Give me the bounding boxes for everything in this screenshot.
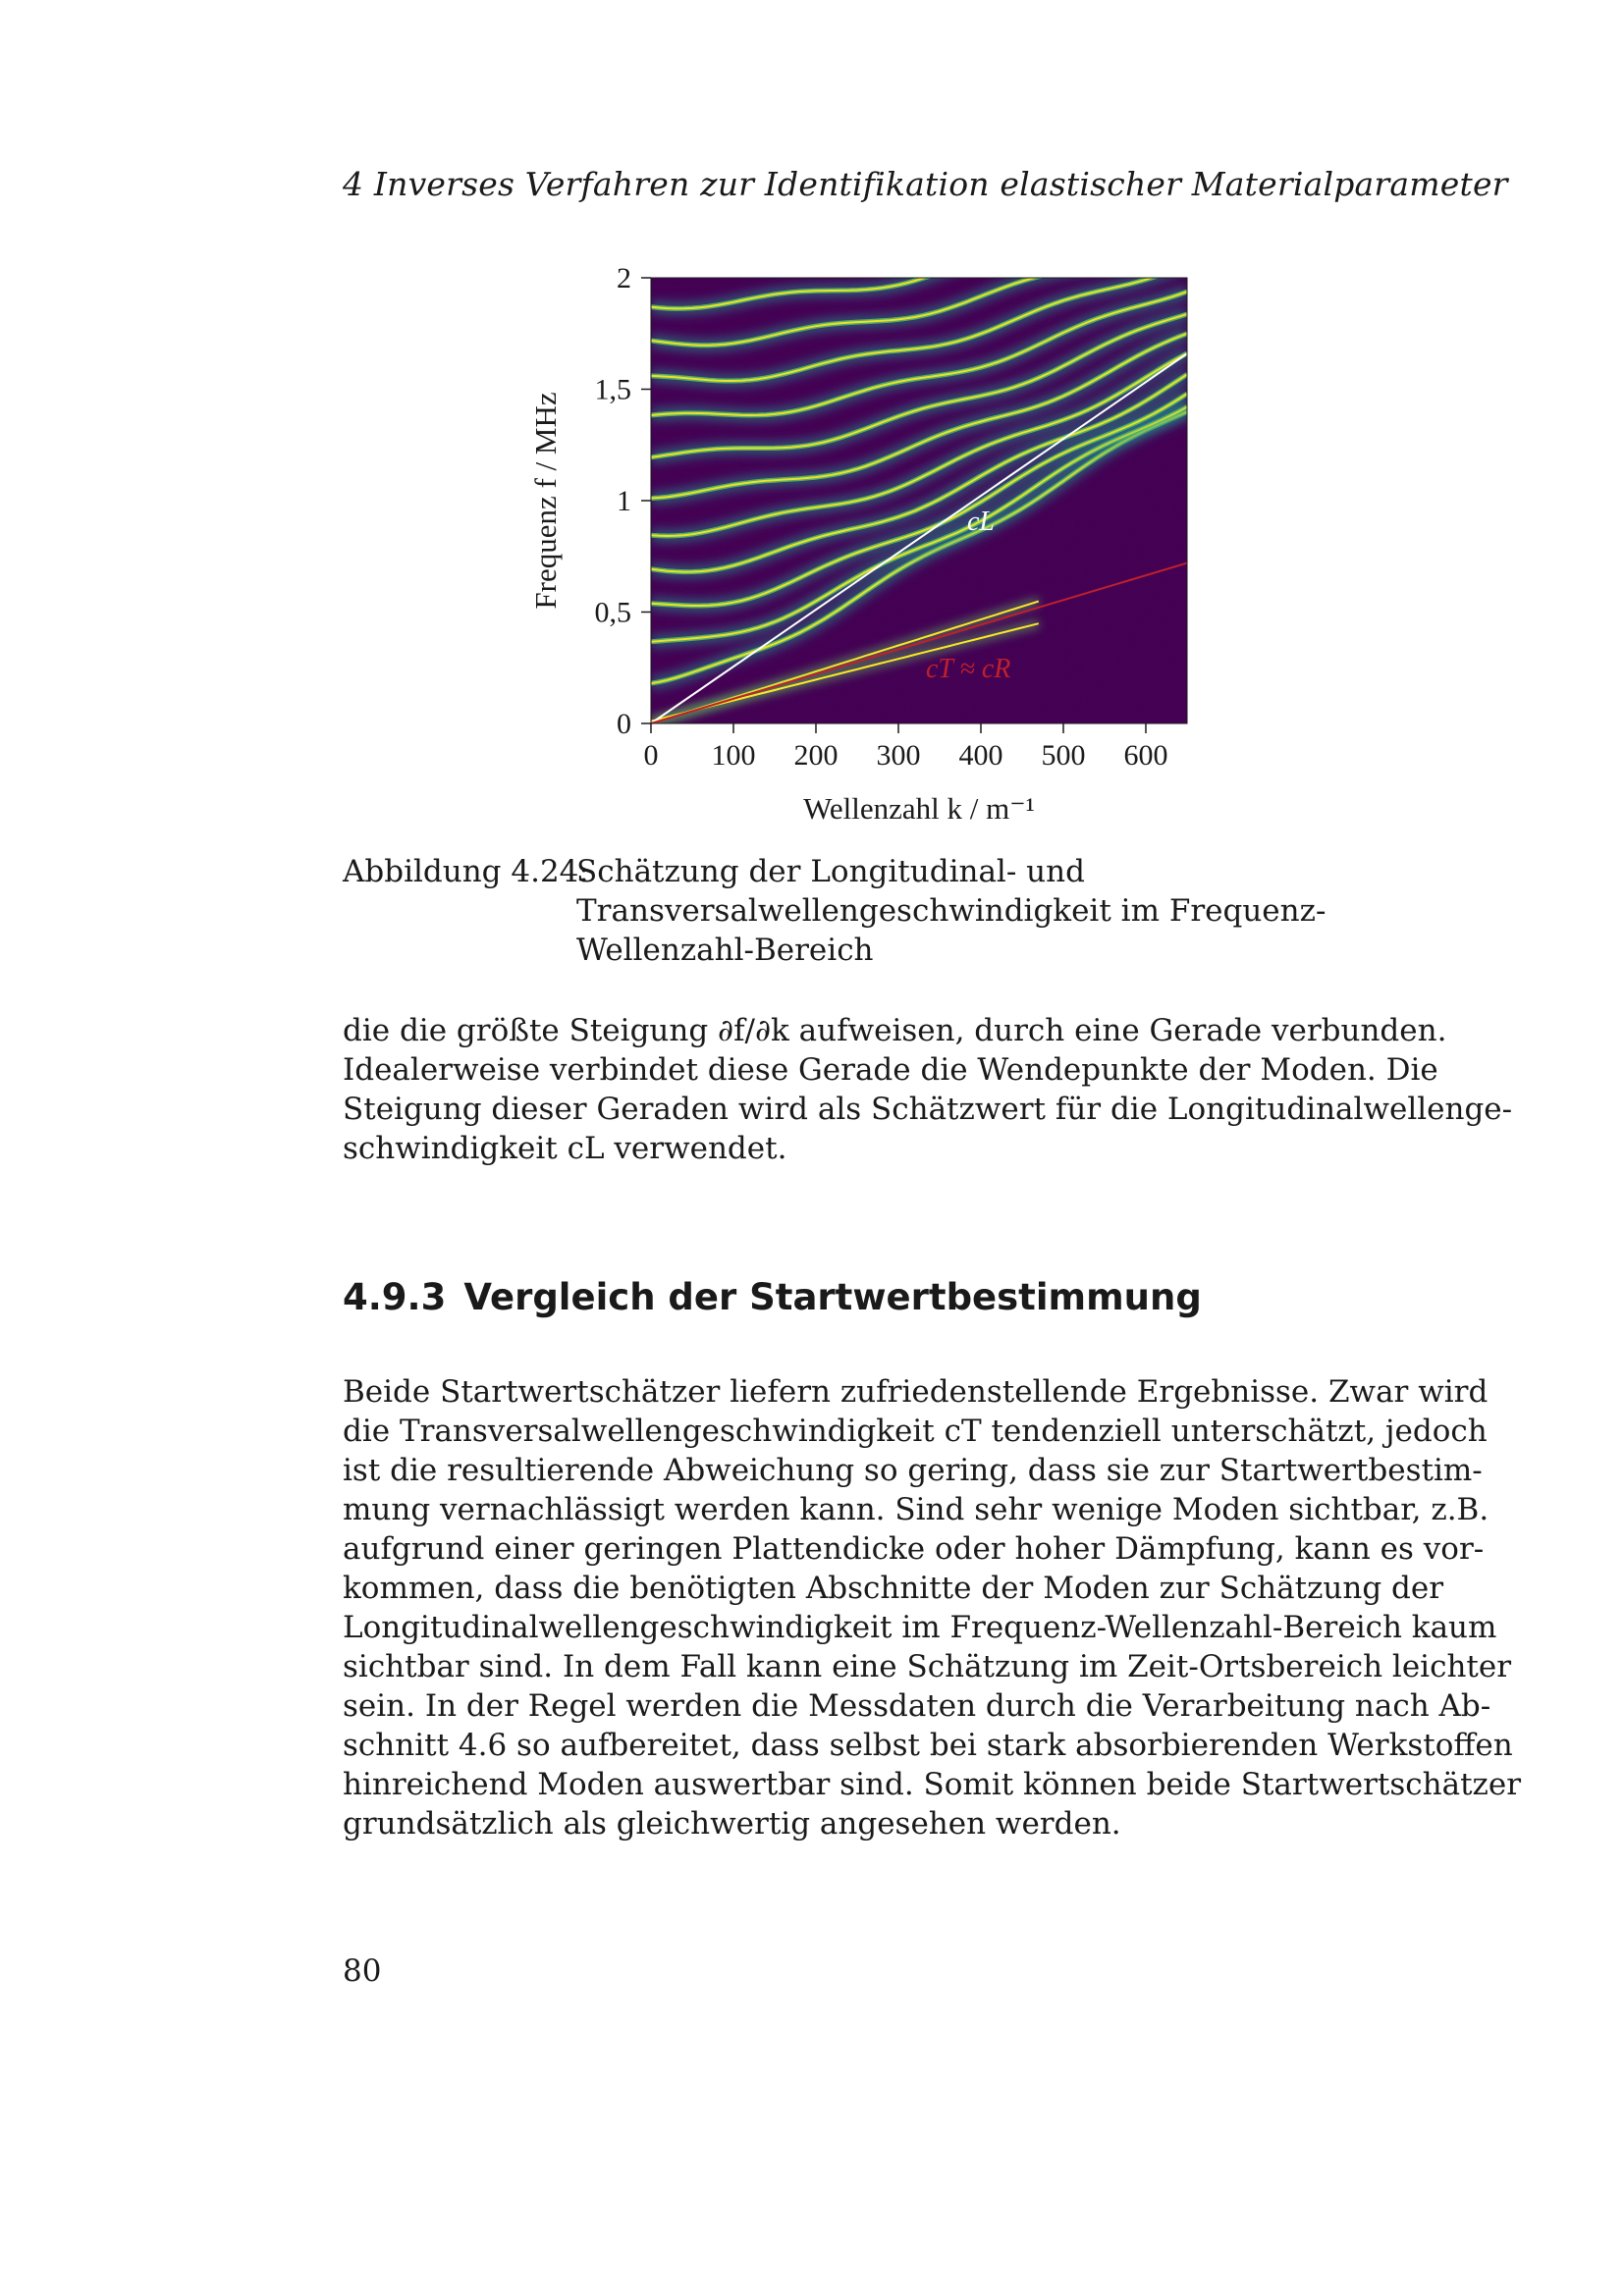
x-tick-label: 500 <box>1041 739 1086 772</box>
running-header: 4 Inverses Verfahren zur Identifikation elastischer Materialparameter <box>343 165 1508 203</box>
text-line: sichtbar sind. In dem Fall kann eine Schätzung im Zeit-Ortsbereich leichter <box>343 1649 1512 1684</box>
y-tick-label: 0,5 <box>594 596 631 629</box>
text-line: Idealerweise verbindet diese Gerade die Wendepunkte der Moden. Die <box>343 1052 1438 1088</box>
text-line: ist die resultierende Abweichung so gering, dass sie zur Startwertbestim- <box>343 1453 1483 1488</box>
text-line: Longitudinalwellengeschwindigkeit im Frequenz-Wellenzahl-Bereich kaum <box>343 1610 1497 1645</box>
y-axis <box>595 262 652 740</box>
figure-label: Abbildung 4.24: <box>343 854 589 889</box>
cl-annotation: cL <box>967 507 995 537</box>
page-number: 80 <box>343 1953 382 1989</box>
text-line: mung vernachlässigt werden kann. Sind sehr wenige Moden sichtbar, z.B. <box>343 1492 1489 1527</box>
text-line: aufgrund einer geringen Plattendicke oder hoher Dämpfung, kann es vor- <box>343 1531 1485 1567</box>
y-tick-label: 2 <box>617 262 631 294</box>
figure-caption-text: Schätzung der Longitudinal- und Transversalwellengeschwindigkeit im Frequenz-Wellenzahl-Bereich <box>576 854 1326 968</box>
text-line: Beide Startwertschätzer liefern zufriedenstellende Ergebnisse. Zwar wird <box>343 1374 1489 1410</box>
text-line: die die größte Steigung ∂f/∂k aufweisen, durch eine Gerade verbunden. <box>343 1013 1447 1048</box>
x-tick-label: 200 <box>793 739 839 772</box>
x-tick-label: 400 <box>958 739 1003 772</box>
x-axis-label: Wellenzahl k / m⁻¹ <box>803 791 1035 826</box>
x-tick-label: 300 <box>876 739 921 772</box>
text-line: die Transversalwellengeschwindigkeit cT tendenziell unterschätzt, jedoch <box>343 1414 1488 1449</box>
y-axis-label: Frequenz f / MHz <box>528 392 563 610</box>
x-tick-label: 100 <box>711 739 756 772</box>
plot-area <box>651 197 1187 723</box>
x-tick-label: 0 <box>643 739 659 772</box>
y-tick-label: 0 <box>617 708 631 740</box>
text-line: schnitt 4.6 so aufbereitet, dass selbst bei stark absorbierenden Werkstoffen <box>343 1728 1513 1763</box>
section-heading <box>343 1276 1202 1318</box>
text-line: sein. In der Regel werden die Messdaten durch die Verarbeitung nach Ab- <box>343 1688 1491 1724</box>
text-line: schwindigkeit cL verwendet. <box>343 1131 787 1166</box>
y-tick-label: 1,5 <box>594 373 631 406</box>
paragraph-1 <box>343 1011 1513 1168</box>
text-line: hinreichend Moden auswertbar sind. Somit können beide Startwertschätzer <box>343 1767 1522 1802</box>
text-line: Steigung dieser Geraden wird als Schätzwert für die Longitudinalwellenge- <box>343 1092 1513 1127</box>
paragraph-2 <box>343 1372 1522 1843</box>
y-tick-label: 1 <box>617 485 631 517</box>
section-number: 4.9.3 <box>343 1276 447 1318</box>
x-axis <box>644 723 1168 772</box>
text-line: grundsätzlich als gleichwertig angesehen werden. <box>343 1806 1121 1842</box>
ct-cr-annotation: cT ≈ cR <box>926 654 1011 684</box>
dispersion-figure <box>0 0 1624 844</box>
section-title: Vergleich der Startwertbestimmung <box>463 1276 1202 1318</box>
x-tick-label: 600 <box>1123 739 1168 772</box>
text-line: kommen, dass die benötigten Abschnitte der Moden zur Schätzung der <box>343 1571 1444 1606</box>
